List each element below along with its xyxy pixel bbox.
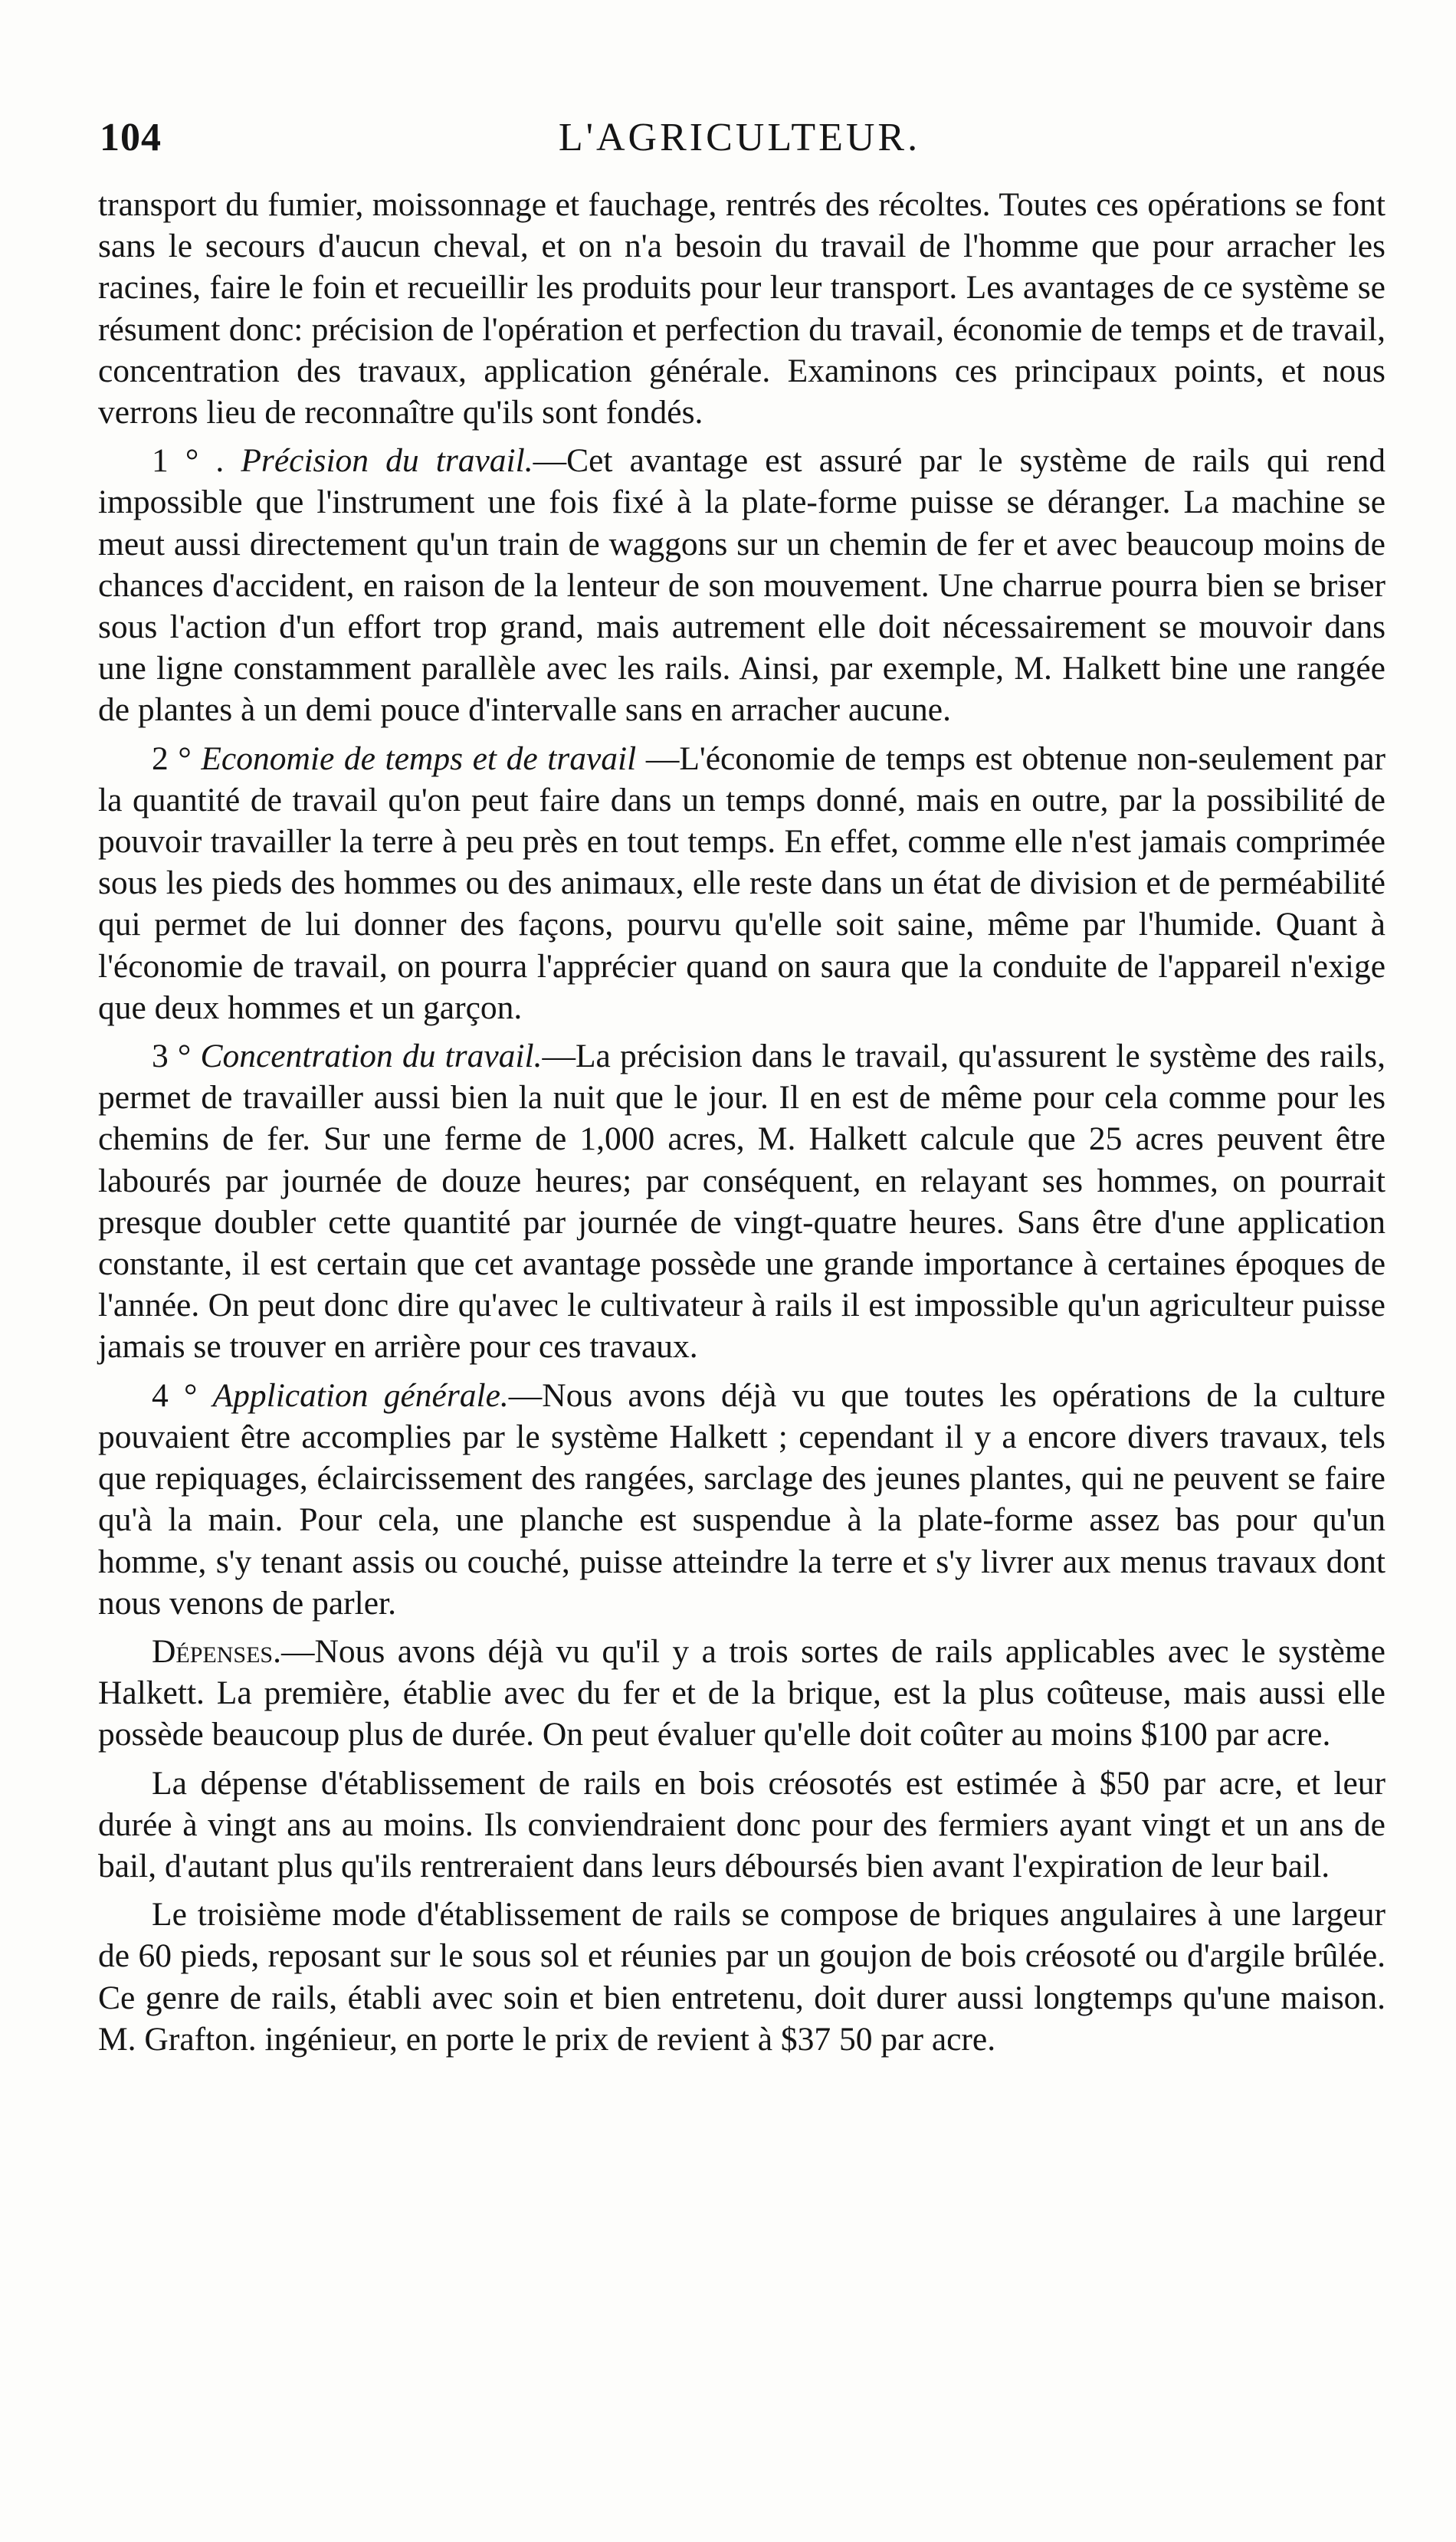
section-heading: Dépenses. (152, 1632, 281, 1670)
paragraph-text: La dépense d'établissement de rails en bois créosotés est estimée à $50 par acre, et leur durée à vingt ans au moins. Ils conviendraient donc pour des fermiers ayant vingt et un ans de bail, d'autant plus qu'ils rentreraient dans leurs déboursés bien avant l'expiration de leur bail. (98, 1764, 1385, 1884)
section-number: 2 ° (152, 740, 192, 777)
paragraph-text: transport du fumier, moissonnage et fauchage, rentrés des récoltes. Toutes ces opérations se font sans le secours d'aucun cheval, et on n'a besoin du travail de l'homme que pour arracher les racines, faire le foin et recueillir les produits pour leur transport. Les avantages de ce système se résument donc: précision de l'opération et perfection du travail, économie de temps et de travail, concentration des travaux, application générale. Examinons ces principaux points, et nous verrons lieu de reconnaître qu'ils sont fondés. (98, 186, 1385, 431)
article-body (98, 184, 1385, 2060)
paragraph-text: —Nous avons déjà vu que toutes les opérations de la culture pouvaient être accomplies par le système Halkett ; cependant il y a encore divers travaux, tels que repiquages, éclaircissement des rangées, sarclage des jeunes plantes, qui ne peuvent se faire qu'à la main. Pour cela, une planche est suspendue à la plate-forme assez bas pour qu'un homme, s'y tenant assis ou couché, puisse atteindre la terre et s'y livrer aux menus travaux dont nous venons de parler. (98, 1376, 1385, 1622)
paragraph-text: Le troisième mode d'établissement de rails se compose de briques angulaires à une largeur de 60 pieds, reposant sur le sous sol et réunies par un goujon de bois créosoté ou d'argile brûlée. Ce genre de rails, établi avec soin et bien entretenu, doit durer aussi longtemps qu'une maison. M. Grafton. ingénieur, en porte le prix de revient à $37 50 par acre. (98, 1896, 1385, 2058)
paragraph-precision (98, 440, 1385, 730)
section-number: 3 ° (152, 1038, 192, 1075)
paragraph-economie (98, 738, 1385, 1028)
section-heading: Précision du travail. (241, 442, 533, 480)
running-title: L'AGRICULTEUR. (558, 116, 921, 159)
paragraph-intro (98, 184, 1385, 433)
paragraph-text: —La précision dans le travail, qu'assurent le système des rails, permet de travailler aussi bien la nuit que le jour. Il en est de même pour cela comme pour les chemins de fer. Sur une ferme de 1,000 acres, M. Halkett calcule que 25 acres peuvent être labourés par journée de douze heures; par conséquent, en relayant ses hommes, on pourrait presque doubler cette quantité par journée de vingt-quatre heures. Sans être d'une application constante, il est certain que cet avantage possède une grande importance à certaines époques de l'année. On peut donc dire qu'avec le cultivateur à rails il est impossible qu'un agriculteur puisse jamais se trouver en arrière pour ces travaux. (98, 1038, 1385, 1366)
paragraph-text: —Cet avantage est assuré par le système de rails qui rend impossible que l'instrument une fois fixé à la plate-forme puisse se déranger. La machine se meut aussi directement qu'un train de waggons sur un chemin de fer et avec beaucoup moins de chances d'accident, en raison de la lenteur de son mouvement. Une charrue pourra bien se briser sous l'action d'un effort trop grand, mais autrement elle doit nécessairement se mouvoir dans une ligne constamment parallèle avec les rails. Ainsi, par exemple, M. Halkett bine une rangée de plantes à un demi pouce d'intervalle sans en arracher aucune. (98, 442, 1385, 729)
paragraph-briques (98, 1894, 1385, 2060)
page-number: 104 (100, 116, 162, 159)
paragraph-concentration (98, 1035, 1385, 1368)
paragraph-application (98, 1375, 1385, 1624)
paragraph-text: —Nous avons déjà vu qu'il y a trois sortes de rails applicables avec le système Halkett. La première, établie avec du fer et de la brique, est la plus coûteuse, mais aussi elle possède beaucoup plus de durée. On peut évaluer qu'elle doit coûter au moins $100 par acre. (98, 1632, 1385, 1753)
section-number: 1 ° . (152, 442, 225, 480)
page-header (100, 115, 1379, 176)
paragraph-bois-creosotes (98, 1763, 1385, 1888)
section-heading: Economie de temps et de travail (201, 740, 637, 777)
section-heading: Application générale. (212, 1376, 509, 1414)
section-number: 4 ° (152, 1376, 198, 1414)
section-heading: Concentration du travail. (200, 1038, 543, 1075)
paragraph-text: —L'économie de temps est obtenue non-seulement par la quantité de travail qu'on peut faire dans un temps donné, mais en outre, par la possibilité de pouvoir travailler la terre à peu près en tout temps. En effet, comme elle n'est jamais comprimée sous les pieds des hommes ou des animaux, elle reste dans un état de division et de perméabilité qui permet de lui donner des façons, pourvu qu'elle soit saine, même par l'humide. Quant à l'économie de travail, on pourra l'apprécier quand on saura que la conduite de l'appareil n'exige que deux hommes et un garçon. (98, 740, 1385, 1026)
paragraph-depenses (98, 1631, 1385, 1756)
